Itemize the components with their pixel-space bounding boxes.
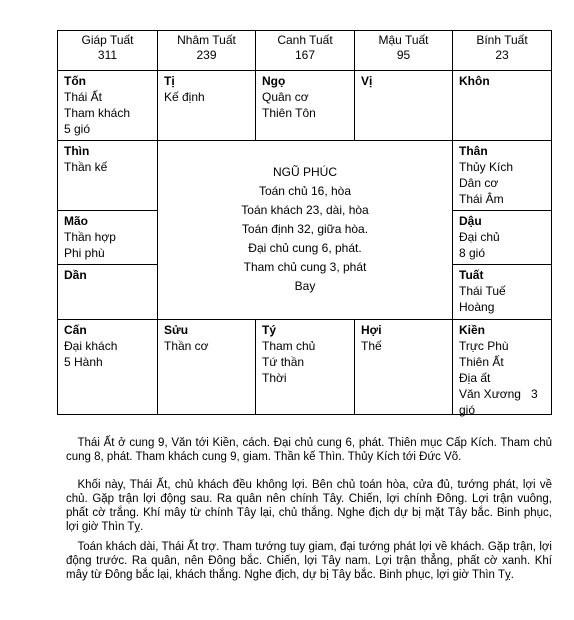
cell-line: 8 gió xyxy=(459,246,486,260)
cell-title: Khôn xyxy=(459,74,490,88)
header-name: Bính Tuất xyxy=(476,33,528,47)
cell-line: Thái Ất xyxy=(64,90,103,104)
cell-title: Tốn xyxy=(64,74,86,88)
cell-title: Vị xyxy=(361,74,373,88)
paragraph-2: Khối này, Thái Ất, chủ khách đều không lợi. Bên chủ toán hòa, cửa đủ, tướng phát, lợi về chủ. Gặp trận lợi động sau. Ra quân nên chính Tây. Chiến, lợi chính Đông. Lợi trận vuông, phất cờ trắng. Khí mây từ chính Tây lại, chủ thắng. Nghe địch dự bị mặt Tây bắc. Binh phục, lợi giờ Thìn Tỵ. xyxy=(66,479,552,533)
cell-dan xyxy=(57,264,158,320)
center-line: Toán chủ 16, hòa xyxy=(258,184,352,198)
cell-title: Kiền xyxy=(459,323,486,337)
cell-line: Thiên Ất xyxy=(459,355,504,369)
cell-kien xyxy=(452,319,552,415)
cell-title: Dậu xyxy=(459,214,482,228)
cell-title: Thân xyxy=(459,144,488,158)
cell-line: Dân cơ xyxy=(459,176,499,190)
cell-title: Hợi xyxy=(361,323,382,337)
cell-line: Thủy Kích xyxy=(459,160,514,174)
header-name: Giáp Tuất xyxy=(81,33,134,47)
cell-line: Địa ất xyxy=(459,371,491,385)
header-cell-canh-tuat xyxy=(255,30,355,71)
cell-line: 5 gió xyxy=(64,122,91,136)
cell-title: Tý xyxy=(262,323,277,337)
cell-ngo xyxy=(255,70,355,141)
cell-line: Trực Phù xyxy=(459,339,509,353)
cell-mao xyxy=(57,210,158,265)
cell-line: Tham khách xyxy=(64,106,131,120)
cell-title: Ngọ xyxy=(262,74,286,88)
cell-thin xyxy=(57,140,158,211)
cell-vi xyxy=(354,70,453,141)
header-cell-mau-tuat xyxy=(354,30,453,71)
cell-line: Thái Tuế xyxy=(459,284,506,298)
header-value: 23 xyxy=(495,48,509,62)
center-line: Tham chủ cung 3, phát xyxy=(243,260,367,274)
cell-line: Đại chủ xyxy=(459,230,500,244)
cell-line: Tứ thần xyxy=(262,355,305,369)
cell-line: 5 Hành xyxy=(64,355,103,369)
cell-line: Quân cơ xyxy=(262,90,309,104)
center-line: Toán định 32, giữa hòa. xyxy=(241,222,369,236)
header-value: 95 xyxy=(396,48,411,62)
cell-line: Hoàng xyxy=(459,300,495,314)
paragraph-3: Toán khách dài, Thái Ất trợ. Tham tướng tuy giam, đại tướng phát lợi về khách. Gặp trận, lợi động trước. Ra quân, nên Đông bắc. Chiến, lợi Tây nam. Lợi trận thẳng, phất cờ xanh. Khí mây từ Đông bắc lại, khách thắng. Nghe địch, dự bị Tây bắc. Binh phục, lợi giờ Thìn Tỵ. xyxy=(66,541,552,581)
cell-title: Dần xyxy=(64,268,87,282)
cell-line: Kế định xyxy=(164,90,205,104)
cell-can xyxy=(57,319,158,415)
cell-suu xyxy=(157,319,256,415)
palace-grid xyxy=(58,31,553,416)
header-name: Nhâm Tuất xyxy=(177,33,236,47)
cell-ty xyxy=(255,319,355,415)
center-panel xyxy=(157,140,453,320)
cell-line: Đại khách xyxy=(64,339,118,353)
center-line: Bay xyxy=(294,279,316,293)
header-value: 167 xyxy=(294,48,316,62)
cell-hoi xyxy=(354,319,453,415)
header-cell-nham-tuat xyxy=(157,30,256,71)
header-cell-binh-tuat xyxy=(452,30,552,71)
cell-line: Thần kế xyxy=(64,160,108,174)
header-name: Mậu Tuất xyxy=(378,33,429,47)
cell-dau xyxy=(452,210,552,265)
cell-title: Mão xyxy=(64,214,88,228)
cell-khon xyxy=(452,70,552,141)
cell-title: Sửu xyxy=(164,323,189,337)
center-line: Đại chủ cung 6, phát. xyxy=(248,241,362,255)
center-line: Toán khách 23, dài, hòa xyxy=(241,203,369,217)
cell-than xyxy=(452,140,552,211)
cell-line: gió xyxy=(459,403,476,417)
cell-title: Tuất xyxy=(459,268,484,282)
header-name: Canh Tuất xyxy=(277,33,333,47)
header-value: 239 xyxy=(196,48,217,62)
cell-line: Thái Âm xyxy=(459,192,504,206)
header-cell-giap-tuat xyxy=(57,30,158,71)
cell-line: Tham chủ xyxy=(262,339,316,353)
cell-title: Tị xyxy=(164,74,175,88)
paragraph-1: Thái Ất ở cung 9, Văn tới Kiền, cách. Đại chủ cung 6, phát. Thiên mục Cấp Kích. Tham chủ cung 8, phát. Tham khách cung 9, giam. Thần kế Thìn. Thủy Kích tới Đức Võ. xyxy=(66,437,552,463)
cell-line: Phi phù xyxy=(64,246,105,260)
cell-line: Thời xyxy=(262,371,287,385)
cell-line: Thiên Tôn xyxy=(262,106,316,120)
cell-line: Thần cơ xyxy=(164,339,209,353)
cell-title: Thìn xyxy=(64,144,90,158)
cell-line: Thế xyxy=(361,339,382,353)
cell-ti xyxy=(157,70,256,141)
cell-tuat xyxy=(452,264,552,320)
cell-ton xyxy=(57,70,158,141)
center-line: NGŨ PHÚC xyxy=(272,165,337,179)
header-value: 311 xyxy=(97,48,118,62)
cell-title: Cấn xyxy=(64,323,87,337)
cell-line: Thần hợp xyxy=(64,230,116,244)
cell-line: Văn Xương 3 xyxy=(459,387,538,401)
